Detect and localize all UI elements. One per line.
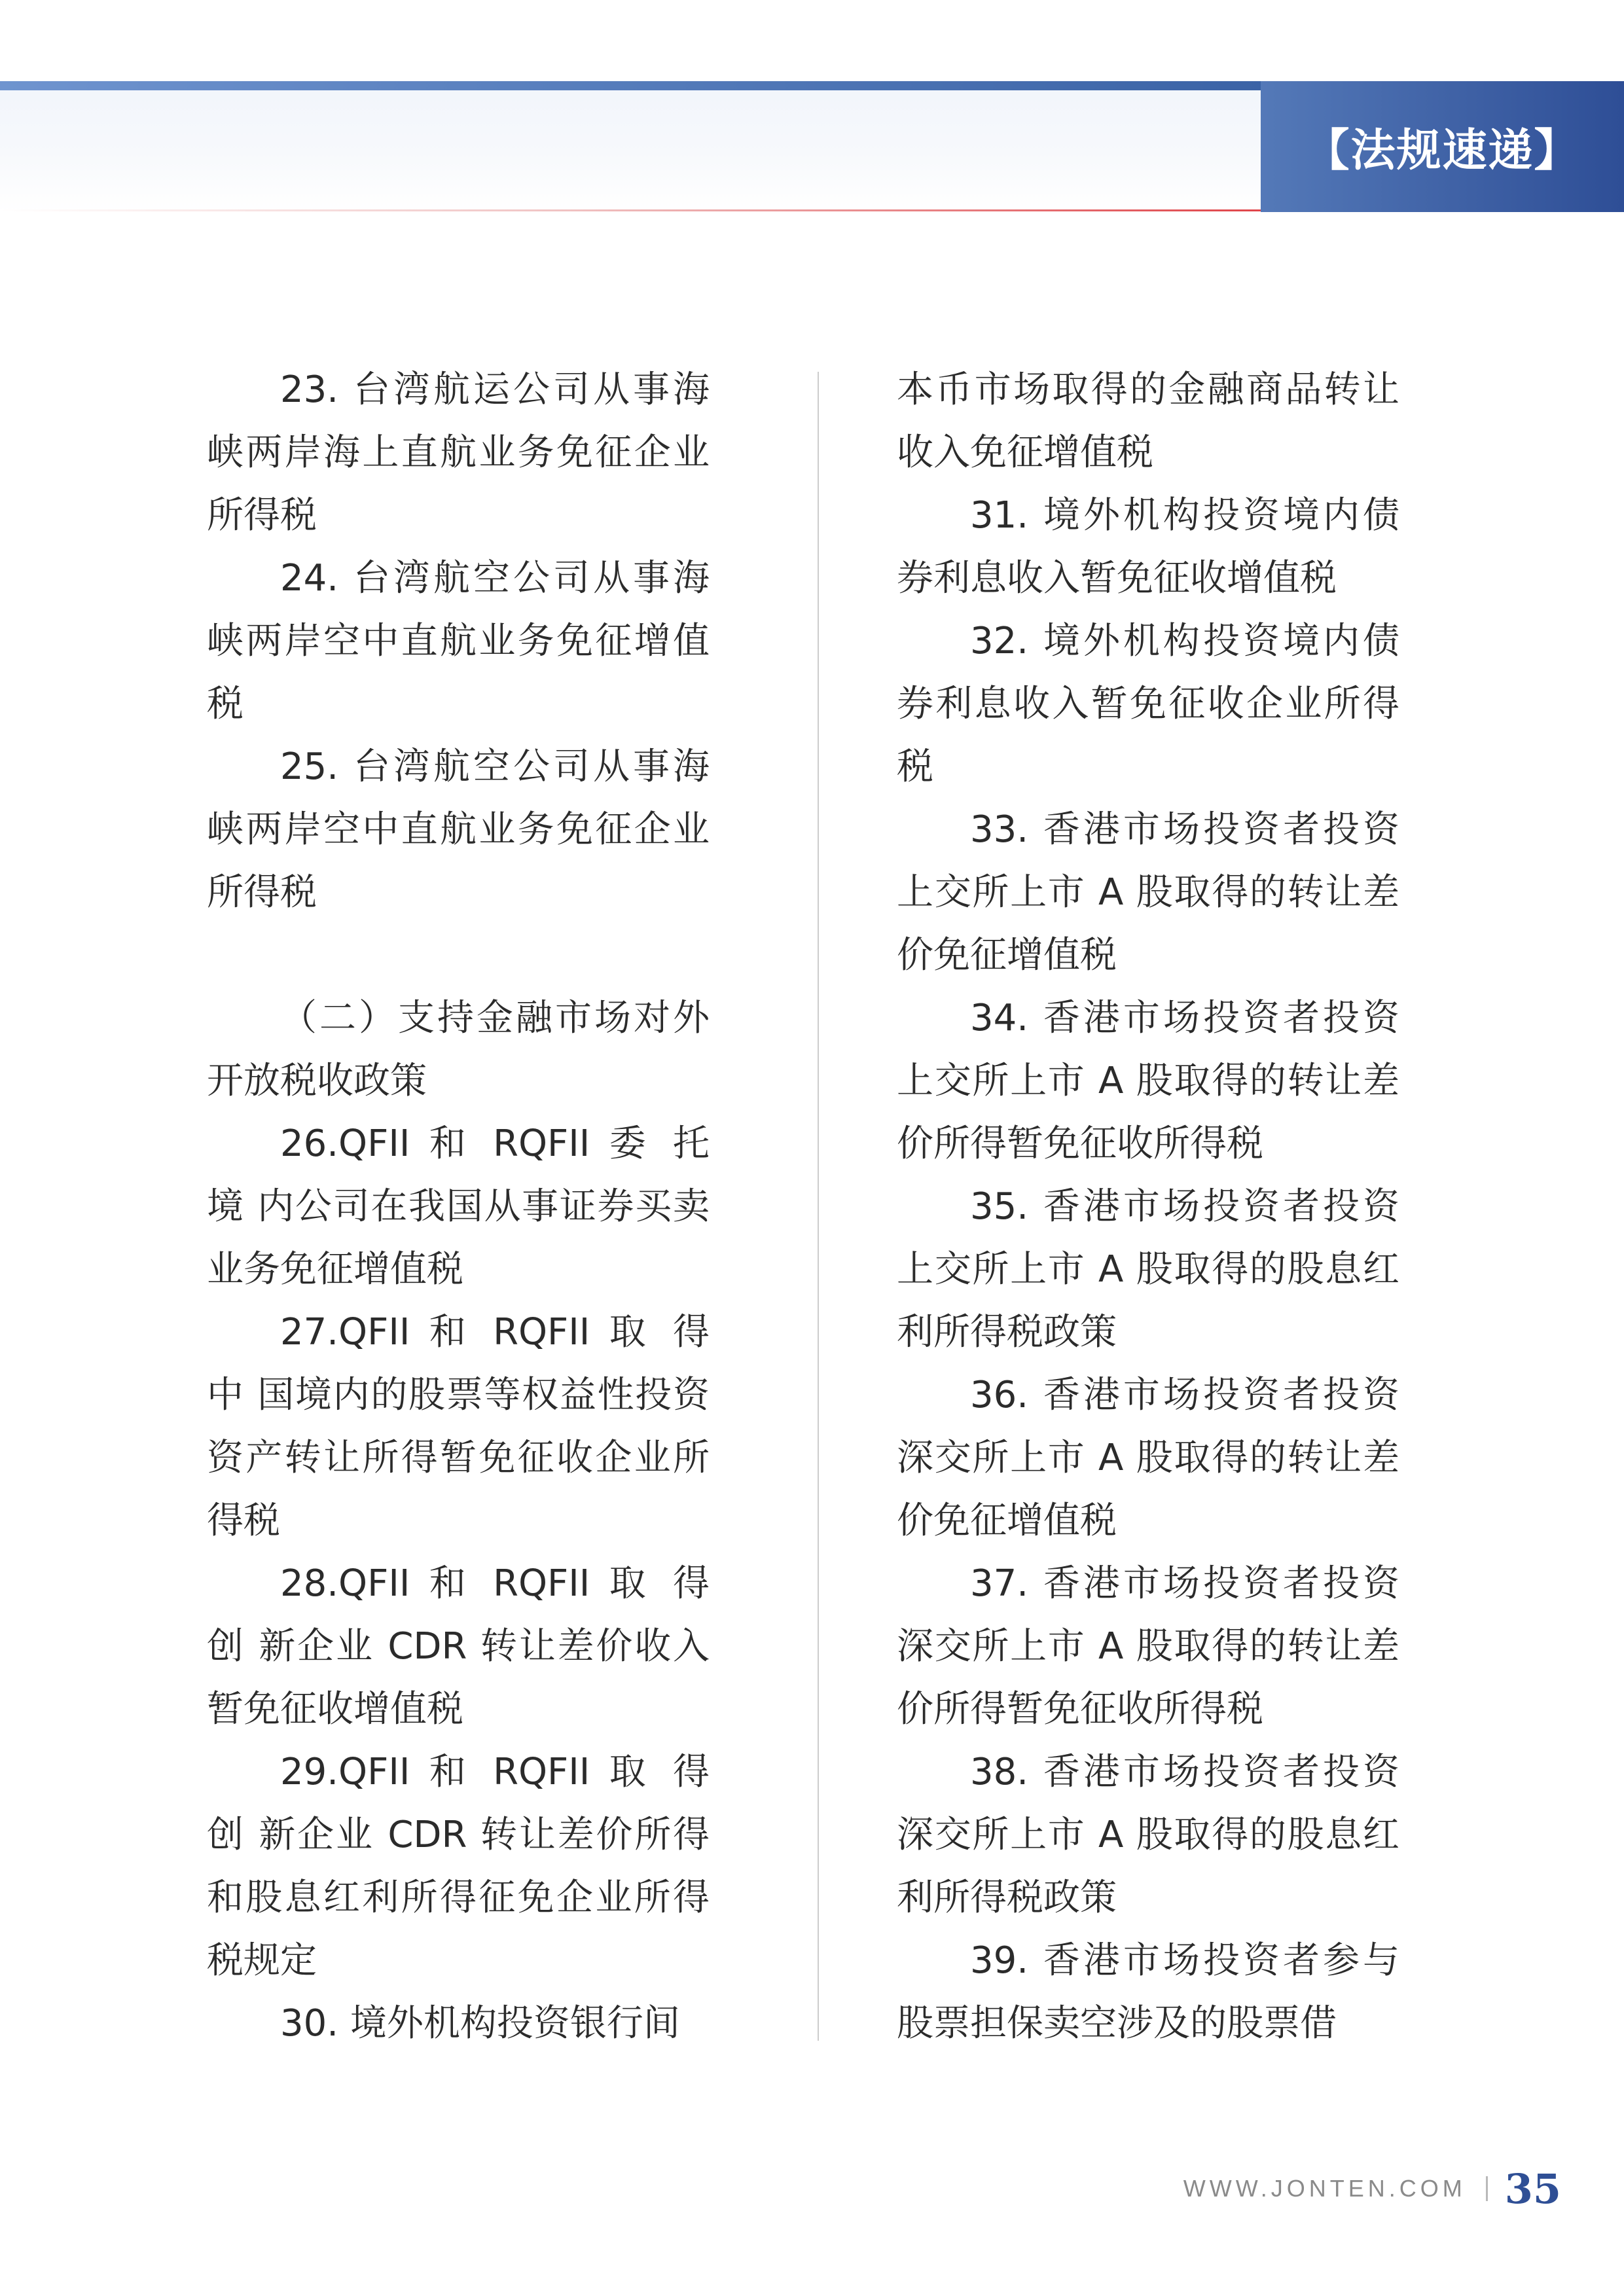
section-heading-2: （二）支持金融市场对外开放税收政策 xyxy=(207,997,710,1102)
left-column xyxy=(207,359,710,2055)
page-footer xyxy=(1183,2166,1561,2211)
item-30: 30. 境外机构投资银行间 xyxy=(280,2002,680,2045)
item-31: 31. 境外机构投资境内债券利息收入暂免征收增值税 xyxy=(897,494,1399,600)
item-34: 34. 香港市场投资者投资上交所上市 A 股取得的转让差价所得暂免征收所得税 xyxy=(897,997,1399,1165)
website-link[interactable]: WWW.JONTEN.COM xyxy=(1183,2175,1466,2202)
item-25: 25. 台湾航空公司从事海峡两岸空中直航业务免征企业所得税 xyxy=(207,745,710,914)
right-column xyxy=(897,359,1399,2055)
item-39: 39. 香港市场投资者参与股票担保卖空涉及的股票借 xyxy=(897,1939,1399,2045)
item-27: 27.QFII 和 RQFII 取 得 中 国境内的股票等权益性投资资产转让所得暂免征收企业所得税 xyxy=(207,1311,710,1542)
column-divider xyxy=(818,372,819,2041)
header-band xyxy=(0,81,1261,212)
item-26: 26.QFII 和 RQFII 委 托 境 内公司在我国从事证券买卖业务免征增值税 xyxy=(207,1122,710,1291)
header-bottom-rule xyxy=(0,209,1261,211)
paragraph-gap xyxy=(207,924,710,987)
item-38: 38. 香港市场投资者投资深交所上市 A 股取得的股息红利所得税政策 xyxy=(897,1751,1399,1919)
item-37: 37. 香港市场投资者投资深交所上市 A 股取得的转让差价所得暂免征收所得税 xyxy=(897,1562,1399,1731)
item-29: 29.QFII 和 RQFII 取 得 创 新企业 CDR 转让差价所得和股息红利所得征免企业所得税规定 xyxy=(207,1751,710,1982)
item-28: 28.QFII 和 RQFII 取 得 创 新企业 CDR 转让差价收入暂免征收增值税 xyxy=(207,1562,710,1731)
item-30-continued: 本币市场取得的金融商品转让收入免征增值税 xyxy=(897,368,1399,474)
footer-separator xyxy=(1486,2176,1488,2201)
item-33: 33. 香港市场投资者投资上交所上市 A 股取得的转让差价免征增值税 xyxy=(897,808,1399,977)
header-top-rule xyxy=(0,81,1261,90)
item-36: 36. 香港市场投资者投资深交所上市 A 股取得的转让差价免征增值税 xyxy=(897,1374,1399,1542)
section-tag xyxy=(1261,81,1624,212)
item-35: 35. 香港市场投资者投资上交所上市 A 股取得的股息红利所得税政策 xyxy=(897,1185,1399,1354)
item-24: 24. 台湾航空公司从事海峡两岸空中直航业务免征增值税 xyxy=(207,557,710,725)
item-23: 23. 台湾航运公司从事海峡两岸海上直航业务免征企业所得税 xyxy=(207,368,710,537)
section-tag-label: 【法规速递】 xyxy=(1305,124,1580,177)
page-number: 35 xyxy=(1504,2164,1561,2213)
item-32: 32. 境外机构投资境内债券利息收入暂免征收企业所得税 xyxy=(897,620,1399,788)
